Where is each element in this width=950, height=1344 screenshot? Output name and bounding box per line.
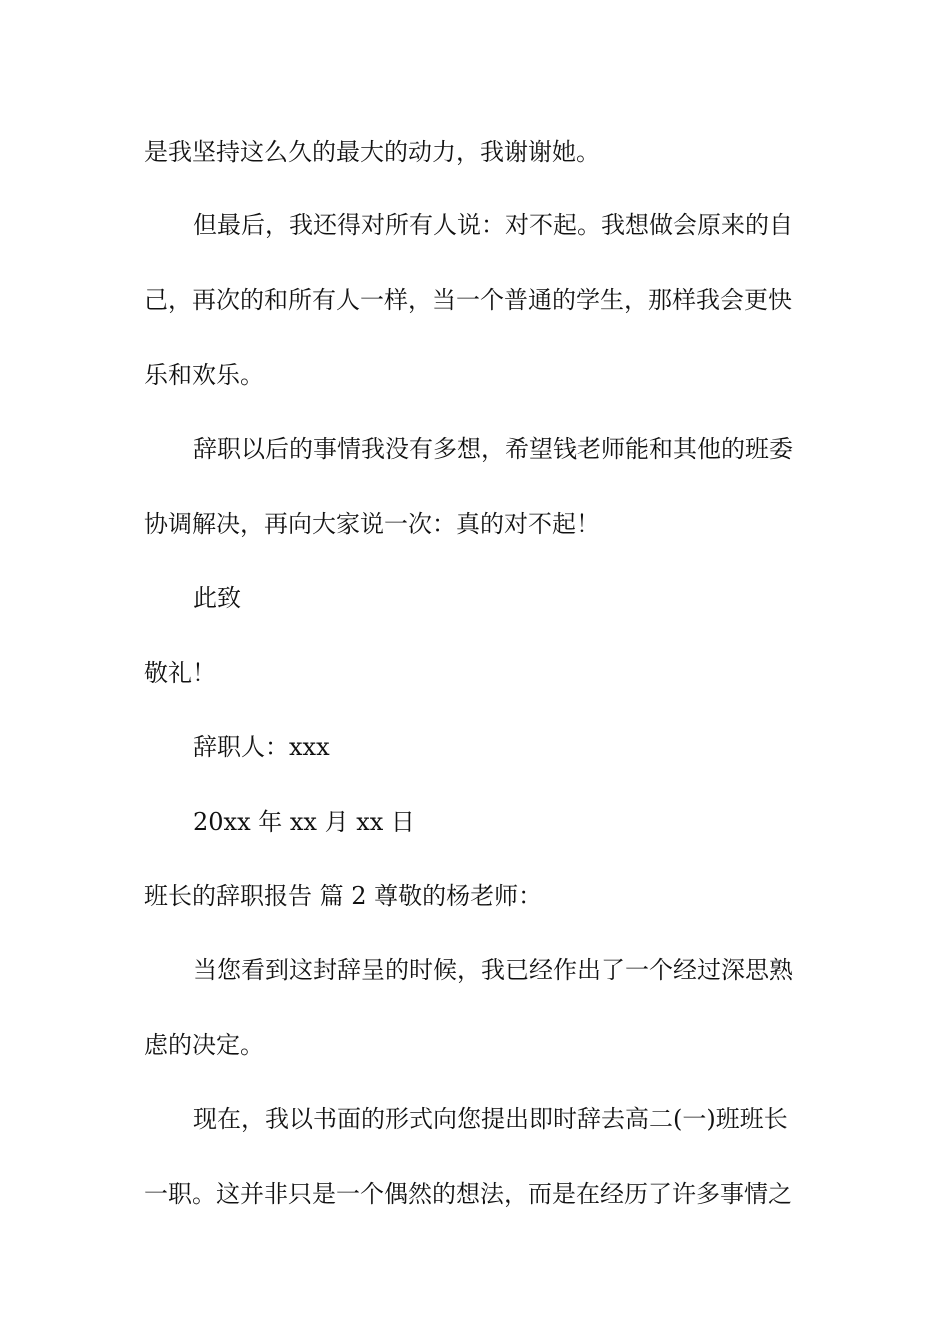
body-line-3: 己，再次的和所有人一样，当一个普通的学生，那样我会更快 [144, 286, 792, 314]
body-line-8: 虑的决定。 [144, 1031, 264, 1059]
date-line: 20xx 年 xx 月 xx 日 [193, 808, 415, 836]
body-line-1: 是我坚持这么久的最大的动力，我谢谢她。 [144, 138, 600, 166]
body-line-2: 但最后，我还得对所有人说：对不起。我想做会原来的自 [193, 211, 793, 239]
body-line-7: 当您看到这封辞呈的时候，我已经作出了一个经过深思熟 [193, 956, 793, 984]
body-line-5: 辞职以后的事情我没有多想，希望钱老师能和其他的班委 [193, 435, 793, 463]
section-heading: 班长的辞职报告 篇 2 尊敬的杨老师： [144, 882, 543, 910]
closing-salutation: 此致 [193, 584, 241, 612]
body-line-6: 协调解决，再向大家说一次：真的对不起！ [144, 510, 600, 538]
signature-line: 辞职人：xxx [193, 733, 330, 761]
closing-regards: 敬礼！ [144, 659, 216, 687]
body-line-9: 现在，我以书面的形式向您提出即时辞去高二(一)班班长 [193, 1105, 788, 1133]
body-line-10: 一职。这并非只是一个偶然的想法，而是在经历了许多事情之 [144, 1180, 792, 1208]
body-line-4: 乐和欢乐。 [144, 361, 264, 389]
